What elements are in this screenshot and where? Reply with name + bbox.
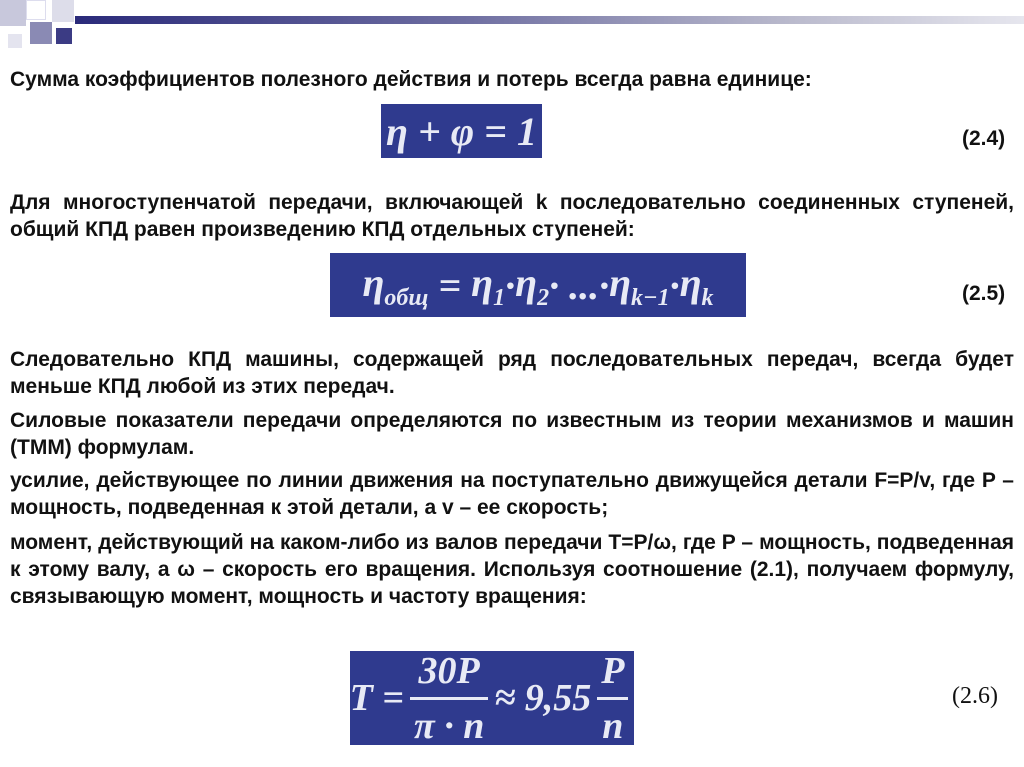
header-line bbox=[75, 16, 1024, 24]
header-square bbox=[30, 22, 52, 44]
formula-2-5-lhs: $\eta_{общ}$ bbox=[362, 259, 429, 311]
paragraph-efficiency-sum: Сумма коэффициентов полезного действия и потерь всегда равна единице: bbox=[10, 68, 812, 91]
header-square bbox=[56, 28, 72, 44]
formula-2-5-dot: · bbox=[505, 262, 516, 308]
formula-2-6-approx: ≈ 9,55 bbox=[494, 677, 592, 719]
formula-2-5-term: $\eta_1$ bbox=[471, 259, 506, 311]
formula-2-5-term: $\eta_2$ bbox=[515, 259, 550, 311]
header-square bbox=[0, 0, 26, 26]
header-square bbox=[52, 0, 74, 22]
header-square bbox=[8, 34, 22, 48]
formula-2-5 bbox=[330, 253, 746, 317]
formula-2-5-equals: = bbox=[438, 262, 462, 308]
header-square bbox=[26, 0, 46, 20]
formula-2-4: η + φ = 1 bbox=[381, 104, 542, 158]
fraction-numerator: 30P bbox=[418, 649, 480, 692]
formula-2-5-dots: · ...· bbox=[549, 262, 610, 308]
paragraph-multistage: Для многоступенчатой передачи, включающей k последовательно соединенных ступеней, общий КПД равен произведению КПД отдельных ступеней: bbox=[10, 191, 1014, 241]
fraction-denominator: π · n bbox=[413, 704, 485, 747]
formula-2-6 bbox=[350, 651, 634, 745]
equation-number-2-4: (2.4) bbox=[962, 127, 1006, 150]
fraction-numerator: P bbox=[601, 649, 625, 692]
formula-2-6-fraction bbox=[410, 649, 488, 748]
formula-2-5-term: $\eta_k$ bbox=[679, 259, 714, 311]
paragraph-force-indicators: Силовые показатели передачи определяются по известным из теории механизмов и машин (ТММ) формулам. bbox=[10, 409, 1014, 459]
equation-number-2-5: (2.5) bbox=[962, 282, 1006, 305]
paragraph-torque-formula: момент, действующий на каком-либо из валов передачи T=P/ω, где P – мощность, подведенная к этому валу, а ω – скорость его вращения. Используя соотношение (2.1), получаем формулу, связывающую момент, мощность и частоту вращения: bbox=[10, 531, 1014, 608]
equation-number-2-6: (2.6) bbox=[952, 683, 998, 709]
paragraph-machine-efficiency: Следовательно КПД машины, содержащей ряд последовательных передач, всегда будет меньше КПД любой из этих передач. bbox=[10, 348, 1014, 398]
fraction-denominator: n bbox=[602, 704, 624, 747]
formula-2-5-dot: · bbox=[669, 262, 680, 308]
paragraph-force-formula: усилие, действующее по линии движения на поступательно движущейся детали F=P/v, где P – мощность, подведенная к этой детали, а v – ее скорость; bbox=[10, 469, 1014, 519]
formula-2-6-fraction bbox=[597, 649, 628, 748]
formula-2-6-lhs: T = bbox=[349, 677, 404, 719]
formula-2-5-term: $\eta_{k-1}$ bbox=[609, 259, 670, 311]
